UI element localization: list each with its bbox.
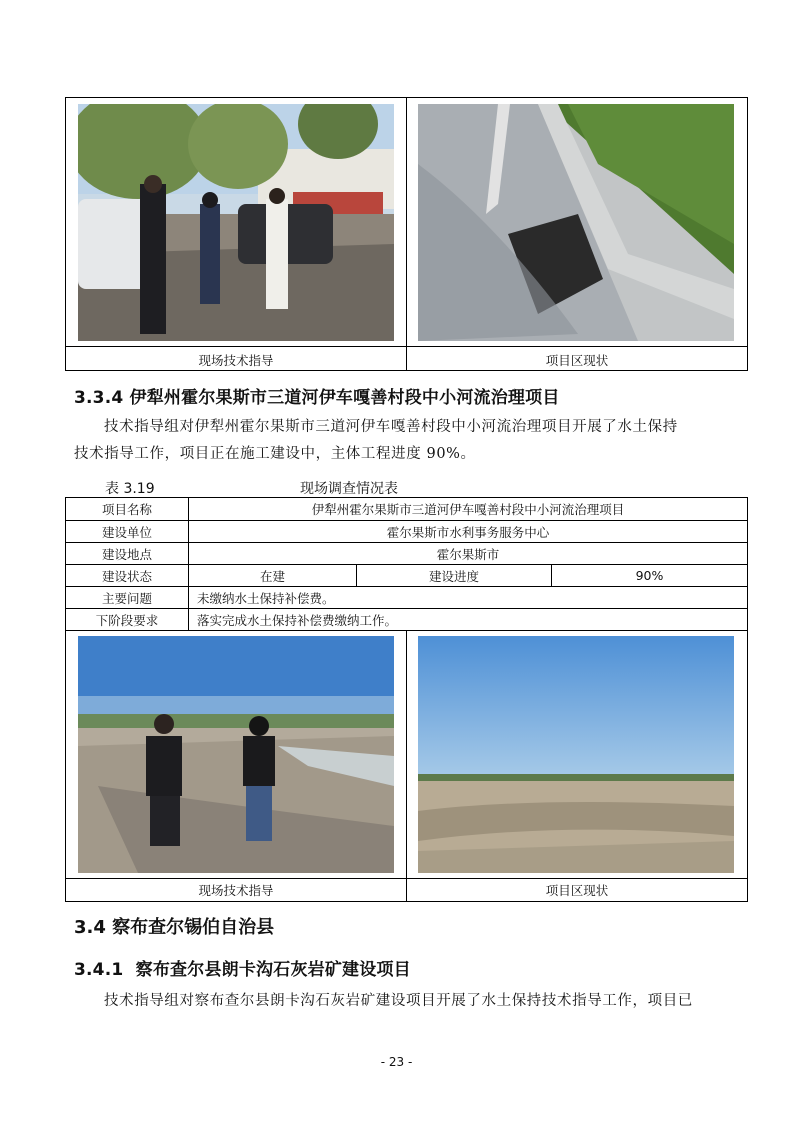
section-heading-3-4: 3.4 察布查尔锡伯自治县: [74, 917, 275, 938]
value-progress: 90%: [635, 568, 664, 583]
label-progress: 建设进度: [428, 568, 479, 584]
label-project-name: 项目名称: [101, 502, 152, 517]
section-3-4-1-paragraph: [74, 988, 734, 1015]
table-number: 表 3.19: [105, 481, 155, 497]
paragraph-line: 技术指导组对察布查尔县朗卡沟石灰岩矿建设项目开展了水土保持技术指导工作，项目已: [104, 993, 693, 1009]
table-title: 现场调查情况表: [300, 481, 398, 497]
label-next-requirement: 下阶段要求: [95, 612, 159, 628]
photo-caption-right: 项目区现状: [545, 883, 609, 898]
section-heading-3-3-4: 3.3.4 伊犁州霍尔果斯市三道河伊车嘎善村段中小河流治理项目: [74, 388, 560, 408]
photo-project-area-riverbed: [418, 636, 734, 873]
value-next-requirement: 落实完成水土保持补偿费缴纳工作。: [197, 612, 398, 628]
photo-onsite-guidance-street: [78, 104, 394, 341]
photo-table-caption-rule: [66, 346, 747, 347]
value-construction-unit: 霍尔果斯市水利事务服务中心: [386, 524, 550, 540]
photo-caption-left: 现场技术指导: [198, 353, 274, 368]
value-main-problem: 未缴纳水土保持补偿费。: [197, 590, 335, 606]
section-heading-3-4-1: 3.4.1 察布查尔县朗卡沟石灰岩矿建设项目: [74, 960, 411, 980]
label-main-problem: 主要问题: [101, 590, 152, 606]
value-status: 在建: [259, 568, 285, 584]
site-survey-table: [65, 497, 748, 902]
top-photo-table: [65, 97, 748, 371]
photo-caption-right: 项目区现状: [545, 353, 609, 368]
label-location: 建设地点: [101, 546, 152, 562]
paragraph-line: 技术指导工作，项目正在施工建设中，主体工程进度 90%。: [74, 446, 476, 462]
section-3-3-4-paragraph: [74, 414, 734, 468]
photo-table-divider: [406, 98, 407, 370]
photo-onsite-guidance-riverbed: [78, 636, 394, 873]
page-number: - 23 -: [380, 1055, 413, 1069]
value-project-name: 伊犁州霍尔果斯市三道河伊车嘎善村段中小河流治理项目: [311, 502, 625, 517]
table-rule: [406, 630, 407, 901]
value-location: 霍尔果斯市: [436, 546, 500, 562]
label-status: 建设状态: [101, 568, 152, 584]
photo-project-area-drain: [418, 104, 734, 341]
photo-caption-left: 现场技术指导: [198, 883, 274, 898]
label-construction-unit: 建设单位: [101, 524, 152, 540]
paragraph-line: 技术指导组对伊犁州霍尔果斯市三道河伊车嘎善村段中小河流治理项目开展了水土保持: [104, 419, 678, 435]
